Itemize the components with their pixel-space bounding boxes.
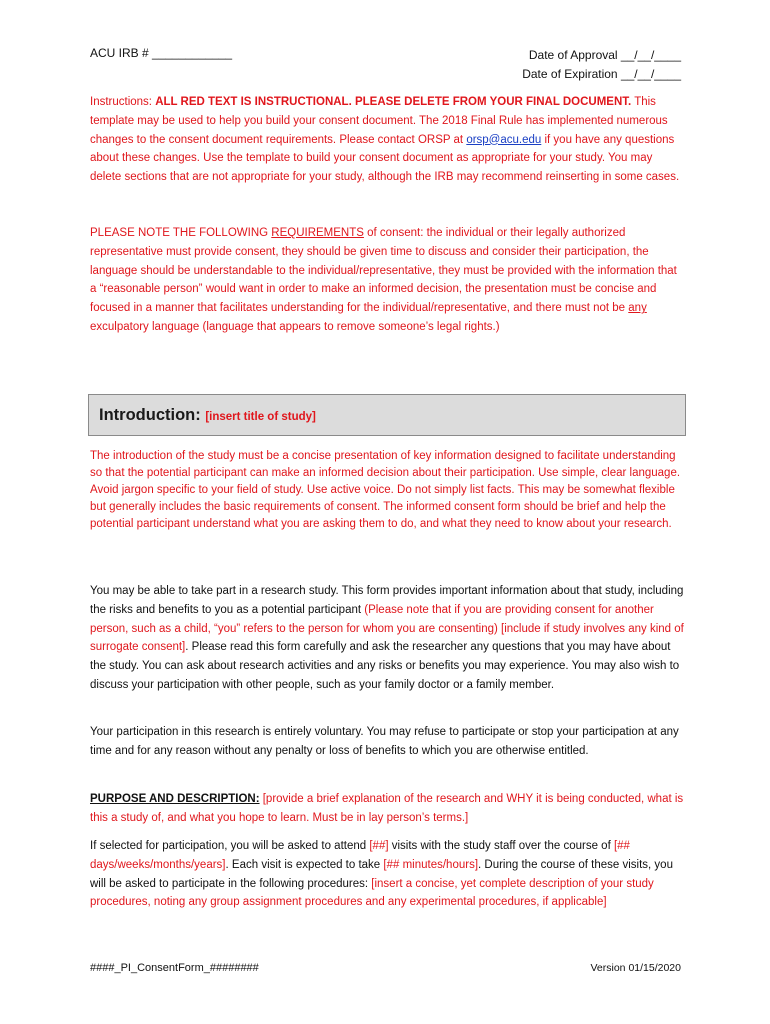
requirements-word: REQUIREMENTS [271, 227, 364, 239]
footer-version: Version 01/15/2020 [590, 962, 681, 974]
irb-number-field: ACU IRB # ____________ [90, 46, 233, 60]
duration-placeholder: [## days/weeks/months/years] [90, 840, 630, 871]
note-body: of consent: the individual or their legally authorized representative must provide consent, they should be given time to discuss and consider their participation, the language should be understandable to the individual/representative, they must be provided with the information that a “reasonable person” would want in order to make an informed decision, the presentation must be concise and focused in a manner that facilitates understanding for the individual/representative, and there must not be [90, 227, 677, 315]
surrogate-consent-note: (Please note that if you are providing consent for another person, such as a child, “you” refers to the person for whom you are consenting) [include if study involves any kind of surrogate consent] [90, 603, 684, 654]
procedures-placeholder: [insert a concise, yet complete description of your study procedures, noting any group assignment procedures and any experimental procedures, if applicable] [90, 877, 654, 909]
study-title-placeholder: [insert title of study] [205, 411, 316, 423]
visits-placeholder: [##] [369, 840, 389, 852]
introduction-instruction: The introduction of the study must be a concise presentation of key information designed to facilitate understanding so that the potential participant can make an informed decision about their participation. Use simple, clear language. Avoid jargon specific to your field of study. Use active voice. Do not simply list facts. This may be somewhat flexible but generally includes the basic requirements of consent. The informed consent form should be brief and help the potential participant understand what you are asking them to do, and what they need to know about your research. [90, 450, 681, 531]
voluntary-paragraph: Your participation in this research is entirely voluntary. You may refuse to participate or stop your participation at any time and for any reason without any penalty or loss of benefits to which you are otherwise entitled. [90, 726, 679, 757]
overview-text-cont: . Please read this form carefully and ask the researcher any questions that you may have about the study. You can ask about research activities and any risks or benefits you may experience. You may also wish to discuss your participation with other people, such as your family doctor or a family member. [90, 641, 680, 691]
instructions-bold: ALL RED TEXT IS INSTRUCTIONAL. PLEASE DELETE FROM YOUR FINAL DOCUMENT. [155, 96, 632, 108]
purpose-label: PURPOSE AND DESCRIPTION: [90, 793, 260, 805]
procedures-paragraph [90, 837, 685, 912]
purpose-paragraph [90, 790, 685, 828]
instructions-text: This template may be used to help you build your consent document. The 2018 Final Rule has implemented numerous changes to the consent document requirements. Please contact ORSP at [90, 96, 668, 146]
dates-block [522, 46, 681, 83]
requirements-note [90, 224, 685, 337]
note-lead: PLEASE NOTE THE FOLLOWING [90, 227, 272, 239]
approval-date: Date of Approval __/__/____ [528, 48, 681, 62]
orsp-email-link[interactable]: orsp@acu.edu [466, 133, 542, 146]
expiration-date: Date of Expiration __/__/____ [522, 66, 681, 81]
procedures-text-2: visits with the study staff over the course of [388, 840, 614, 852]
instructions-text-cont: if you have any questions about these changes. Use the template to build your consent document as appropriate for your study. You may delete sections that are not appropriate for your study, although the IRB may recommend reinserting in some cases. [90, 133, 680, 184]
procedures-text-3: . Each visit is expected to take [225, 858, 384, 871]
visit-length-placeholder: [## minutes/hours] [383, 858, 479, 871]
procedures-text-1: If selected for participation, you will be asked to attend [90, 840, 370, 852]
introduction-heading [99, 406, 316, 425]
study-overview-paragraph [90, 582, 685, 695]
instructions-lead: Instructions: [90, 96, 156, 108]
overview-text: You may be able to take part in a research study. This form provides important information about that study, including the risks and benefits to you as a potential participant [90, 585, 684, 616]
any-word: any [628, 302, 647, 315]
instructions-paragraph [90, 93, 685, 187]
footer-form-id: ####_PI_ConsentForm_######## [90, 962, 259, 974]
purpose-instruction: [provide a brief explanation of the research and WHY it is being conducted, what is this a study of, and what you hope to learn. Must be in lay person’s terms.] [90, 793, 684, 824]
note-end: exculpatory language (language that appears to remove someone’s legal rights.) [90, 320, 500, 333]
procedures-text-4: . During the course of these visits, you will be asked to participate in the following procedures: [90, 858, 673, 890]
introduction-label: Introduction: [99, 406, 206, 424]
